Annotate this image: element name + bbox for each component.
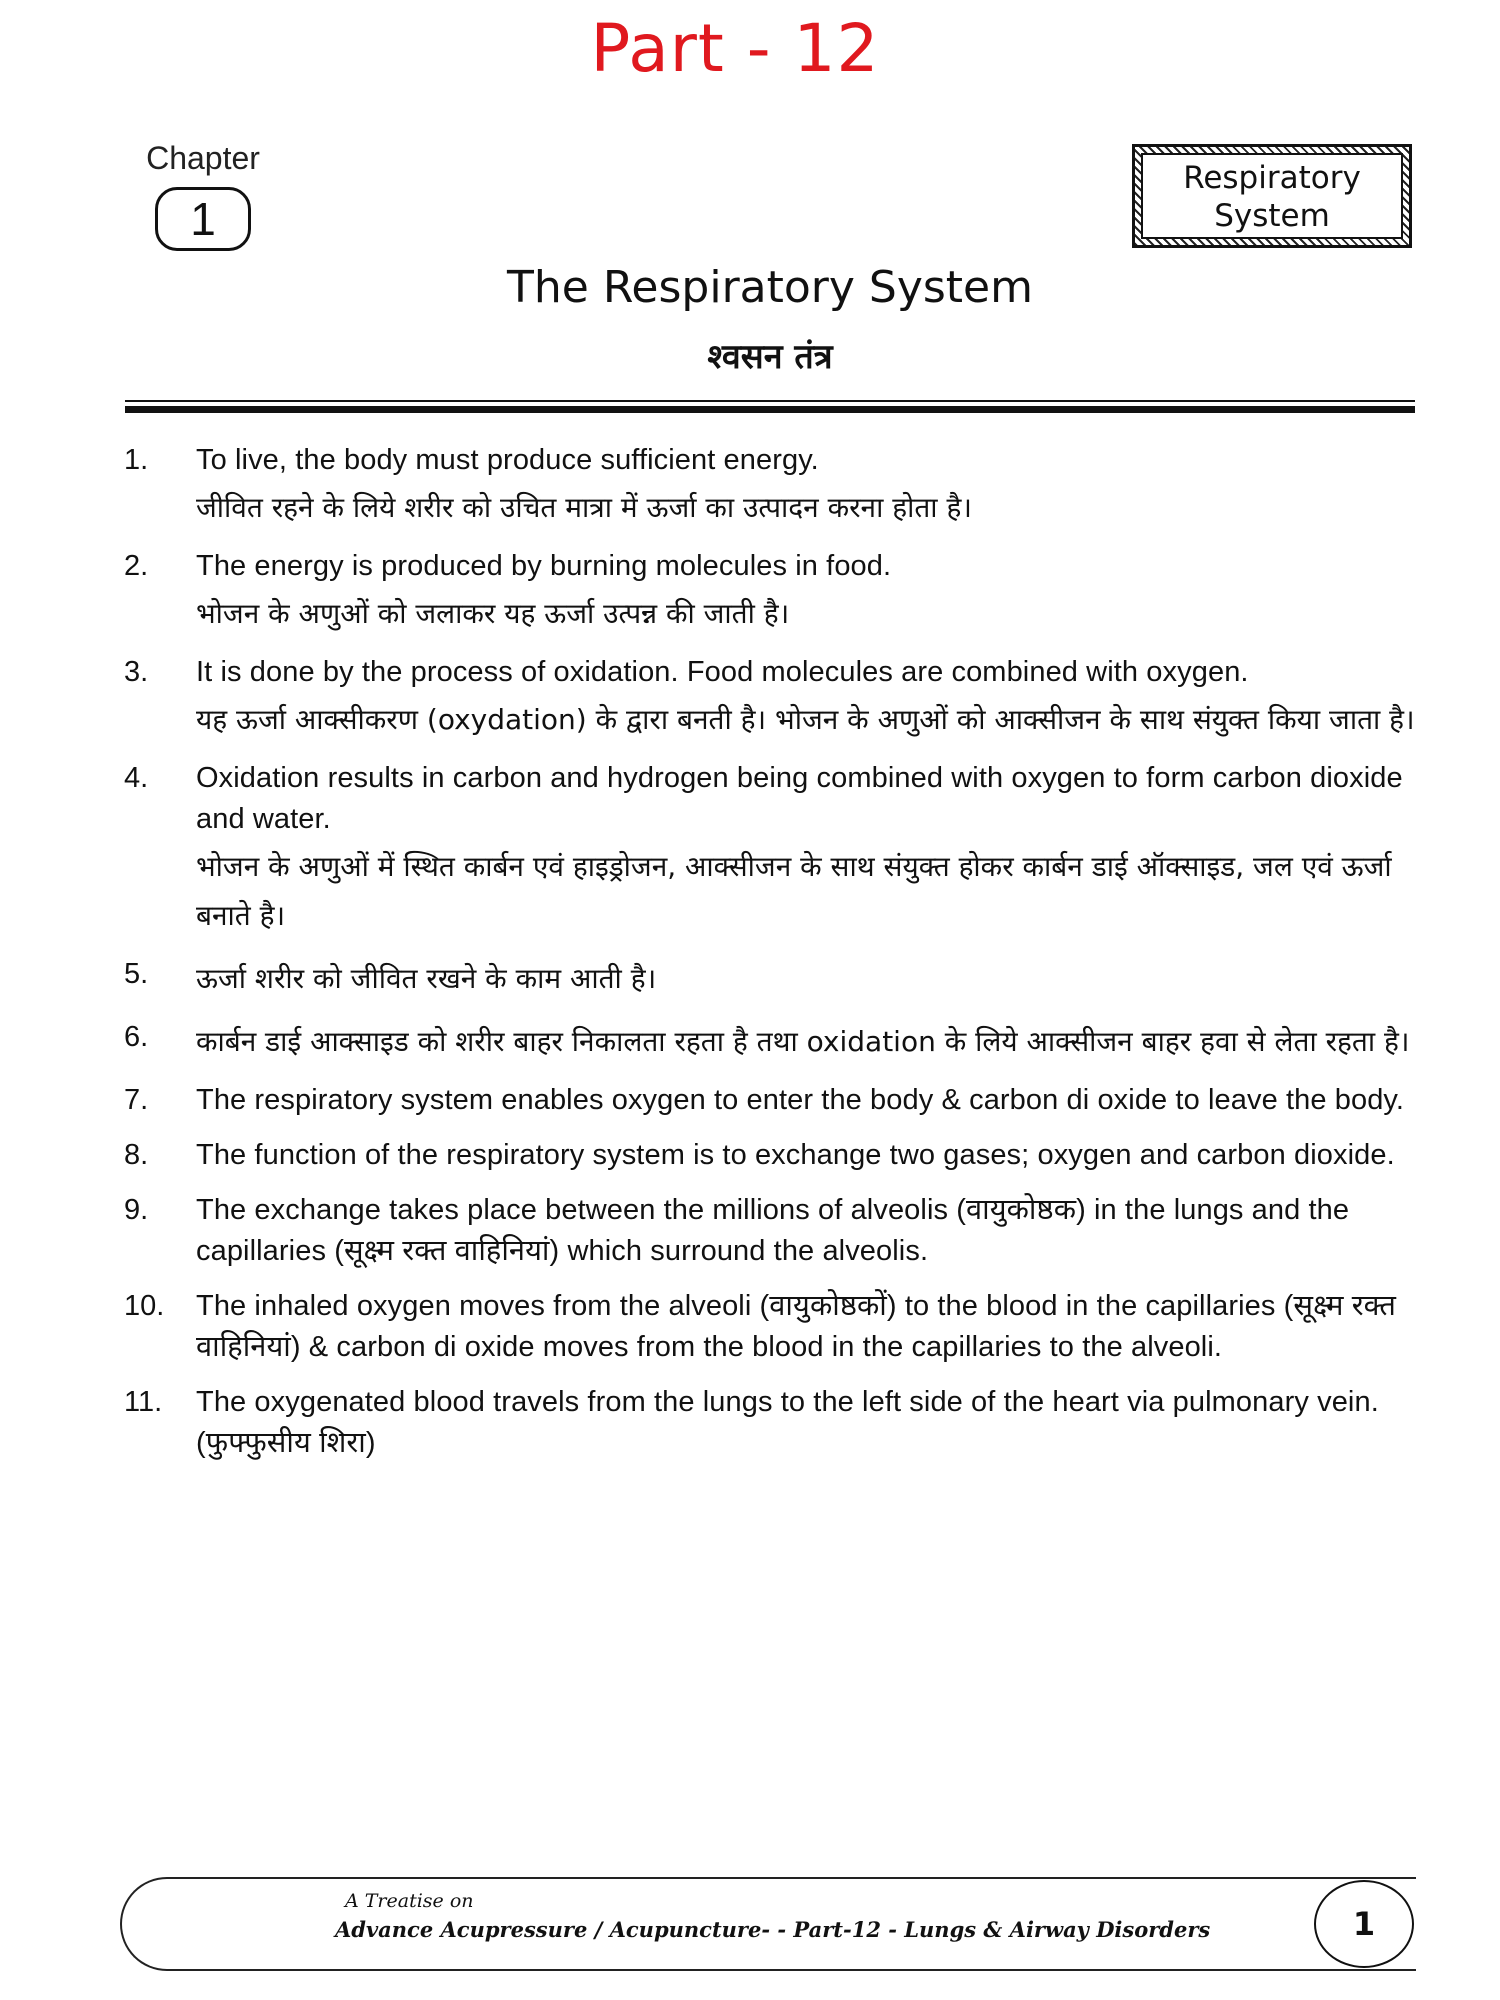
point-number: 1.: [124, 444, 149, 476]
point-text-hindi: ऊर्जा शरीर को जीवित रखने के काम आती है।: [196, 962, 657, 995]
footer-book-title: Advance Acupressure / Acupuncture- - Part-12 - Lungs & Airway Disorders: [335, 1917, 1211, 1942]
point-item: [120, 954, 1420, 1003]
point-number: 4.: [124, 762, 149, 794]
page-footer: [120, 1877, 1416, 1971]
point-text-english: The oxygenated blood travels from the lungs to the left side of the heart via pulmonary vein. (फुफ्फुसीय शिरा): [196, 1386, 1379, 1459]
header-rule-thick: [125, 406, 1415, 413]
chapter-title: The Respiratory System: [507, 262, 1033, 313]
point-text-english: To live, the body must produce sufficient energy.: [196, 444, 819, 476]
point-text-hindi: यह ऊर्जा आक्सीकरण (oxydation) के द्वारा बनती है। भोजन के अणुओं को आक्सीजन के साथ संयुक्त किया जाता है।: [196, 703, 1415, 736]
header-rule-thin: [125, 400, 1415, 402]
page-number: 1: [1314, 1880, 1414, 1968]
section-tag: [1132, 144, 1412, 248]
point-item: [120, 1017, 1420, 1066]
point-number: 8.: [124, 1139, 149, 1171]
section-tag-line1: Respiratory: [1183, 160, 1361, 196]
chapter-label: Chapter: [146, 140, 260, 176]
point-number: 9.: [124, 1194, 149, 1226]
chapter-block: [138, 140, 268, 251]
part-title: Part - 12: [590, 10, 880, 87]
footer-book-label: A Treatise on: [345, 1890, 474, 1912]
point-item: [120, 758, 1420, 940]
chapter-number-badge: 1: [155, 187, 251, 251]
point-item: [120, 546, 1420, 638]
point-item: [120, 1080, 1420, 1121]
point-text-english: The respiratory system enables oxygen to enter the body & carbon di oxide to leave the body.: [196, 1084, 1405, 1116]
point-number: 2.: [124, 550, 149, 582]
point-text-english: It is done by the process of oxidation. Food molecules are combined with oxygen.: [196, 656, 1249, 688]
section-tag-line2: System: [1214, 198, 1330, 234]
point-number: 3.: [124, 656, 149, 688]
point-text-hindi: जीवित रहने के लिये शरीर को उचित मात्रा में ऊर्जा का उत्पादन करना होता है।: [196, 491, 972, 524]
chapter-subtitle-hindi: श्वसन तंत्र: [707, 337, 833, 377]
point-text-hindi: भोजन के अणुओं में स्थित कार्बन एवं हाइड्रोजन, आक्सीजन के साथ संयुक्त होकर कार्बन डाई ऑक्साइड, जल एवं ऊर्जा बनाते है।: [196, 850, 1392, 932]
point-number: 6.: [124, 1021, 149, 1053]
point-text-hindi: भोजन के अणुओं को जलाकर यह ऊर्जा उत्पन्न की जाती है।: [196, 597, 790, 630]
point-number: 5.: [124, 958, 149, 990]
point-text-hindi: कार्बन डाई आक्साइड को शरीर बाहर निकालता रहता है तथा oxidation के लिये आक्सीजन बाहर हवा से लेता रहता है।: [196, 1025, 1410, 1058]
point-item: [120, 1190, 1420, 1272]
point-number: 7.: [124, 1084, 149, 1116]
point-text-english: The exchange takes place between the millions of alveolis (वायुकोष्ठक) in the lungs and the capillaries (सूक्ष्म रक्त वाहिनियां) which surround the alveolis.: [196, 1194, 1350, 1267]
point-text-english: The inhaled oxygen moves from the alveoli (वायुकोष्ठकों) to the blood in the capillaries (सूक्ष्म रक्त वाहिनियां) & carbon di oxide moves from the blood in the capillaries to the alveoli.: [196, 1290, 1396, 1363]
point-item: [120, 652, 1420, 744]
point-item: [120, 440, 1420, 532]
point-text-english: Oxidation results in carbon and hydrogen being combined with oxygen to form carbon dioxide and water.: [196, 762, 1403, 835]
point-text-english: The energy is produced by burning molecules in food.: [196, 550, 892, 582]
point-item: [120, 1382, 1420, 1464]
point-text-english: The function of the respiratory system is to exchange two gases; oxygen and carbon dioxide.: [196, 1139, 1395, 1171]
point-number: 10.: [124, 1290, 165, 1322]
point-item: [120, 1135, 1420, 1176]
point-item: [120, 1286, 1420, 1368]
section-tag-inner: [1141, 153, 1403, 239]
point-number: 11.: [124, 1386, 163, 1418]
point-list: [120, 440, 1420, 1478]
